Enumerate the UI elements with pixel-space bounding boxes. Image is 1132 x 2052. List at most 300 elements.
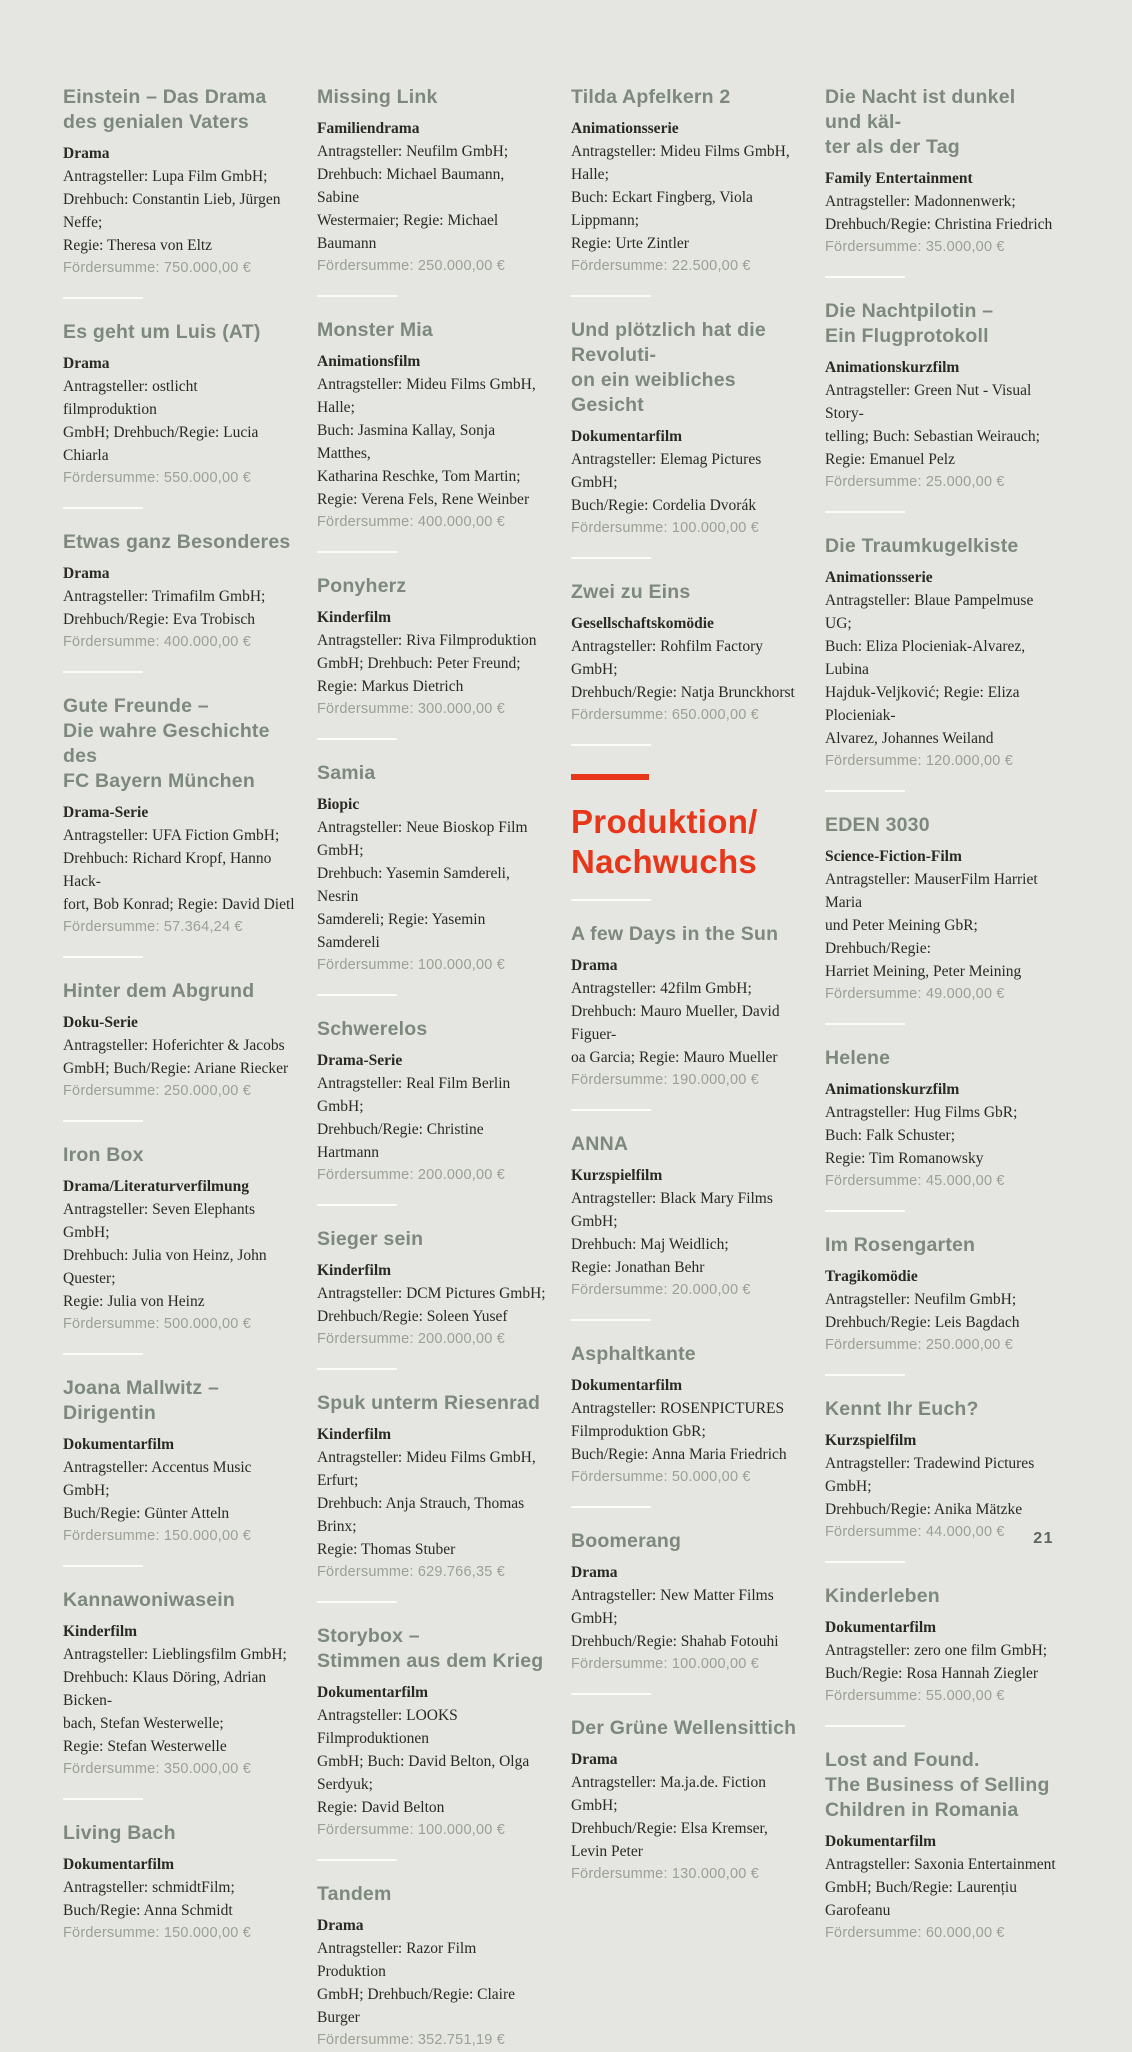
- entry-separator: [63, 671, 143, 673]
- entry-title-line: Sieger sein: [317, 1228, 424, 1250]
- entry-genre: Gesellschaftskomödie: [571, 615, 714, 632]
- entry-detail-line: Antragsteller: Neufilm GmbH;: [825, 1291, 1017, 1308]
- entry-title: [825, 1748, 1057, 1823]
- entry-title-line: Im Rosengarten: [825, 1234, 976, 1256]
- entry-title: [317, 318, 549, 343]
- entry-genre: Drama: [63, 145, 110, 162]
- funding-entry: [571, 318, 803, 540]
- entry-separator: [825, 1374, 905, 1376]
- entry-amount: [571, 1863, 803, 1886]
- section-rule: [571, 774, 649, 780]
- entry-title-line: ANNA: [571, 1133, 629, 1155]
- entry-amount: [317, 954, 549, 977]
- entry-detail-line: Samdereli; Regie: Yasemin Samdereli: [317, 911, 486, 951]
- funding-entry: [825, 1748, 1057, 1945]
- entry-genre: Kurzspielfilm: [825, 1432, 917, 1449]
- entry-genre: Drama-Serie: [317, 1052, 403, 1069]
- entry-detail-line: Antragsteller: DCM Pictures GmbH;: [317, 1285, 546, 1302]
- entry-detail-line: Drehbuch: Yasemin Samdereli, Nesrin: [317, 865, 510, 905]
- entry-details: [63, 1876, 295, 1922]
- entry-separator: [317, 295, 397, 297]
- entry-detail-line: Antragsteller: ostlicht filmproduktion: [63, 378, 198, 418]
- entry-separator: [63, 1353, 143, 1355]
- entry-details: [825, 589, 1057, 750]
- amount-value: 55.000,00 €: [921, 1688, 1005, 1704]
- amount-value: 629.766,35 €: [413, 1564, 505, 1580]
- funding-entry: [571, 580, 803, 727]
- entry-detail-line: Antragsteller: Seven Elephants GmbH;: [63, 1201, 255, 1241]
- amount-label: Fördersumme:: [317, 1564, 414, 1580]
- entry-title-line: The Business of Selling: [825, 1774, 1050, 1796]
- entry-separator: [317, 738, 397, 740]
- amount-value: 130.000,00 €: [667, 1866, 759, 1882]
- entry-title: [317, 1017, 549, 1042]
- entry-detail-line: GmbH; Buch: David Belton, Olga Serdyuk;: [317, 1753, 530, 1793]
- funding-entry: [317, 574, 549, 721]
- funding-entry: [317, 761, 549, 977]
- amount-label: Fördersumme:: [63, 1316, 160, 1332]
- entry-detail-line: Regie: Markus Dietrich: [317, 678, 464, 695]
- entry-title-line: Tilda Apfelkern 2: [571, 86, 731, 108]
- amount-value: 100.000,00 €: [413, 1822, 505, 1838]
- entry-title-line: Children in Romania: [825, 1799, 1019, 1821]
- column-3: [571, 85, 803, 2052]
- amount-value: 100.000,00 €: [413, 957, 505, 973]
- entry-detail-line: Antragsteller: Hoferichter & Jacobs: [63, 1037, 285, 1054]
- entry-details: [317, 373, 549, 511]
- entry-detail-line: Antragsteller: Razor Film Produktion: [317, 1940, 477, 1980]
- entry-details: [63, 1034, 295, 1080]
- entry-title-line: on ein weibliches Gesicht: [571, 369, 736, 416]
- amount-label: Fördersumme:: [317, 1331, 414, 1347]
- entry-genre: Tragikomödie: [825, 1268, 918, 1285]
- entry-separator: [571, 1319, 651, 1321]
- entry-detail-line: Antragsteller: Lupa Film GmbH;: [63, 168, 268, 185]
- entry-details: [571, 977, 803, 1069]
- entry-amount: [63, 1525, 295, 1548]
- entry-separator: [317, 1601, 397, 1603]
- entry-title-line: Etwas ganz Besonderes: [63, 531, 291, 553]
- entry-detail-line: Alvarez, Johannes Weiland: [825, 730, 994, 747]
- entry-title-line: Die Traumkugelkiste: [825, 535, 1019, 557]
- amount-value: 300.000,00 €: [413, 701, 505, 717]
- entry-detail-line: Regie: Emanuel Pelz: [825, 451, 955, 468]
- entry-title-line: Einstein – Das Drama: [63, 86, 267, 108]
- funding-entry: [63, 1376, 295, 1548]
- entry-amount: [571, 517, 803, 540]
- entry-detail-line: Regie: Tim Romanowsky: [825, 1150, 984, 1167]
- entry-amount: [825, 1170, 1057, 1193]
- entry-title-line: Hinter dem Abgrund: [63, 980, 255, 1002]
- entry-separator: [825, 790, 905, 792]
- amount-label: Fördersumme:: [825, 474, 922, 490]
- entry-title-line: Es geht um Luis (AT): [63, 321, 261, 343]
- funding-entry: [825, 85, 1057, 259]
- entry-detail-line: Antragsteller: Mideu Films GmbH, Halle;: [317, 376, 536, 416]
- section-heading-block: [571, 774, 803, 882]
- entry-detail-line: Drehbuch: Richard Kropf, Hanno Hack-: [63, 850, 272, 890]
- entry-title: [825, 1046, 1057, 1071]
- entry-title-line: Samia: [317, 762, 376, 784]
- entry-amount: [317, 1164, 549, 1187]
- entry-title-line: Kennt Ihr Euch?: [825, 1398, 979, 1420]
- entry-title: [571, 85, 803, 110]
- entry-genre: Drama-Serie: [63, 804, 149, 821]
- amount-label: Fördersumme:: [571, 1282, 668, 1298]
- amount-value: 250.000,00 €: [921, 1337, 1013, 1353]
- funding-entry: [317, 85, 549, 278]
- amount-label: Fördersumme:: [825, 753, 922, 769]
- amount-label: Fördersumme:: [571, 1866, 668, 1882]
- entry-title-line: Asphaltkante: [571, 1343, 696, 1365]
- entry-genre: Dokumentarfilm: [571, 1377, 683, 1394]
- entry-amount: [317, 1561, 549, 1584]
- entry-detail-line: GmbH; Buch/Regie: Laurențiu Garofeanu: [825, 1879, 1017, 1919]
- entry-detail-line: Drehbuch/Regie: Christina Friedrich: [825, 216, 1053, 233]
- entry-detail-line: GmbH; Drehbuch: Peter Freund;: [317, 655, 521, 672]
- entry-genre: Dokumentarfilm: [825, 1619, 937, 1636]
- entry-title-line: Ponyherz: [317, 575, 407, 597]
- entry-title-line: EDEN 3030: [825, 814, 930, 836]
- entry-details: [571, 1187, 803, 1279]
- entry-separator: [317, 551, 397, 553]
- amount-label: Fördersumme:: [63, 470, 160, 486]
- entry-details: [825, 1452, 1057, 1521]
- amount-label: Fördersumme:: [317, 1822, 414, 1838]
- amount-label: Fördersumme:: [63, 634, 160, 650]
- entry-genre: Drama: [571, 1751, 618, 1768]
- entry-separator: [317, 1368, 397, 1370]
- entry-details: [571, 1771, 803, 1863]
- entry-detail-line: GmbH; Buch/Regie: Ariane Riecker: [63, 1060, 289, 1077]
- amount-value: 45.000,00 €: [921, 1173, 1005, 1189]
- entry-separator: [63, 297, 143, 299]
- entry-detail-line: Drehbuch/Regie: Soleen Yusef: [317, 1308, 508, 1325]
- amount-label: Fördersumme:: [571, 1656, 668, 1672]
- entry-detail-line: Antragsteller: Elemag Pictures GmbH;: [571, 451, 762, 491]
- entry-details: [825, 1853, 1057, 1922]
- entry-detail-line: Regie: Jonathan Behr: [571, 1259, 705, 1276]
- entry-detail-line: Antragsteller: UFA Fiction GmbH;: [63, 827, 280, 844]
- entry-amount: [571, 255, 803, 278]
- entry-title-line: Iron Box: [63, 1144, 144, 1166]
- entry-detail-line: Antragsteller: Mideu Films GmbH, Halle;: [571, 143, 790, 183]
- entry-detail-line: Antragsteller: Rohfilm Factory GmbH;: [571, 638, 763, 678]
- entry-title: [825, 85, 1057, 160]
- entry-title-line: Die wahre Geschichte des: [63, 720, 270, 767]
- entry-title-line: Und plötzlich hat die Revoluti-: [571, 319, 766, 366]
- entry-detail-line: Drehbuch: Michael Baumann, Sabine: [317, 166, 505, 206]
- entry-detail-line: Drehbuch/Regie: Natja Brunckhorst: [571, 684, 795, 701]
- entry-details: [571, 448, 803, 517]
- entry-detail-line: Antragsteller: Accentus Music GmbH;: [63, 1459, 252, 1499]
- entry-details: [63, 1456, 295, 1525]
- entry-amount: [63, 631, 295, 654]
- amount-label: Fördersumme:: [63, 919, 160, 935]
- entry-details: [317, 816, 549, 954]
- amount-label: Fördersumme:: [825, 1173, 922, 1189]
- entry-detail-line: Harriet Meining, Peter Meining: [825, 963, 1022, 980]
- amount-value: 100.000,00 €: [667, 520, 759, 536]
- entry-separator: [571, 744, 651, 746]
- amount-label: Fördersumme:: [825, 1688, 922, 1704]
- entry-detail-line: oa Garcia; Regie: Mauro Mueller: [571, 1049, 778, 1066]
- amount-value: 44.000,00 €: [921, 1524, 1005, 1540]
- entry-detail-line: Regie: Thomas Stuber: [317, 1541, 456, 1558]
- amount-value: 750.000,00 €: [159, 260, 251, 276]
- entry-title-line: Zwei zu Eins: [571, 581, 691, 603]
- entry-detail-line: Regie: Theresa von Eltz: [63, 237, 213, 254]
- entry-separator: [825, 1023, 905, 1025]
- entry-detail-line: Drehbuch/Regie: Anika Mätzke: [825, 1501, 1023, 1518]
- entry-amount: [63, 467, 295, 490]
- entry-title: [825, 1397, 1057, 1422]
- entry-separator: [317, 994, 397, 996]
- entry-title-line: ter als der Tag: [825, 136, 960, 158]
- funding-entry: [317, 1227, 549, 1351]
- entry-title: [571, 1716, 803, 1741]
- amount-label: Fördersumme:: [825, 1524, 922, 1540]
- entry-title: [571, 1529, 803, 1554]
- amount-value: 20.000,00 €: [667, 1282, 751, 1298]
- entry-title: [825, 534, 1057, 559]
- entry-amount: [825, 471, 1057, 494]
- funding-entry: [317, 318, 549, 534]
- entry-title: [63, 979, 295, 1004]
- entry-amount: [825, 1521, 1057, 1544]
- entry-separator: [571, 1109, 651, 1111]
- funding-entry: [571, 1132, 803, 1302]
- entry-detail-line: Antragsteller: Neue Bioskop Film GmbH;: [317, 819, 528, 859]
- amount-label: Fördersumme:: [63, 1761, 160, 1777]
- entry-details: [825, 379, 1057, 471]
- amount-value: 500.000,00 €: [159, 1316, 251, 1332]
- entry-title-line: Die Nacht ist dunkel und käl-: [825, 86, 1016, 133]
- entry-title-line: Spuk unterm Riesenrad: [317, 1392, 541, 1414]
- amount-label: Fördersumme:: [571, 258, 668, 274]
- entry-title-line: Storybox –: [317, 1625, 420, 1647]
- entry-detail-line: Drehbuch: Constantin Lieb, Jürgen Neffe;: [63, 191, 281, 231]
- entry-details: [571, 1397, 803, 1466]
- amount-label: Fördersumme:: [571, 707, 668, 723]
- entry-detail-line: Westermaier; Regie: Michael Baumann: [317, 212, 499, 252]
- entry-amount: [571, 1069, 803, 1092]
- entry-detail-line: Antragsteller: Ma.ja.de. Fiction GmbH;: [571, 1774, 766, 1814]
- funding-entry: [63, 694, 295, 939]
- entry-genre: Biopic: [317, 796, 360, 813]
- entry-detail-line: Buch: Eckart Fingberg, Viola Lippmann;: [571, 189, 753, 229]
- entry-amount: [825, 236, 1057, 259]
- entry-amount: [317, 2029, 549, 2052]
- section-heading: [571, 802, 803, 882]
- entry-title-line: FC Bayern München: [63, 770, 255, 792]
- funding-entry: [825, 1397, 1057, 1544]
- entry-title: [317, 1882, 549, 1907]
- entry-title-line: Kinderleben: [825, 1585, 940, 1607]
- entry-genre: Drama: [571, 957, 618, 974]
- entry-amount: [63, 1080, 295, 1103]
- entry-title: [317, 1227, 549, 1252]
- entry-separator: [571, 1506, 651, 1508]
- entry-detail-line: Regie: Verena Fels, Rene Weinber: [317, 491, 530, 508]
- amount-label: Fördersumme:: [825, 1925, 922, 1941]
- amount-label: Fördersumme:: [571, 520, 668, 536]
- entry-title: [571, 318, 803, 418]
- amount-value: 400.000,00 €: [159, 634, 251, 650]
- entry-title: [63, 1376, 295, 1426]
- entry-separator: [63, 507, 143, 509]
- entry-detail-line: Antragsteller: Riva Filmproduktion: [317, 632, 537, 649]
- amount-value: 352.751,19 €: [413, 2032, 505, 2048]
- entry-amount: [63, 916, 295, 939]
- entry-details: [63, 165, 295, 257]
- entry-genre: Dokumentarfilm: [825, 1833, 937, 1850]
- entry-details: [63, 375, 295, 467]
- entry-amount: [63, 1758, 295, 1781]
- entry-separator: [825, 276, 905, 278]
- entry-amount: [63, 1313, 295, 1336]
- entry-separator: [317, 1859, 397, 1861]
- entry-amount: [317, 511, 549, 534]
- entry-genre: Dokumentarfilm: [317, 1684, 429, 1701]
- entry-detail-line: Drehbuch/Regie: Eva Trobisch: [63, 611, 256, 628]
- entry-genre: Science-Fiction-Film: [825, 848, 962, 865]
- entry-detail-line: Drehbuch: Maj Weidlich;: [571, 1236, 729, 1253]
- entry-amount: [317, 1819, 549, 1842]
- entry-title-line: Der Grüne Wellensittich: [571, 1717, 797, 1739]
- entry-detail-line: telling; Buch: Sebastian Weirauch;: [825, 428, 1040, 445]
- entry-title-line: Kannawoniwasein: [63, 1589, 236, 1611]
- entry-title: [63, 530, 295, 555]
- entry-title-line: Helene: [825, 1047, 891, 1069]
- amount-label: Fördersumme:: [571, 1469, 668, 1485]
- entry-detail-line: Filmproduktion GbR;: [571, 1423, 706, 1440]
- entry-detail-line: Drehbuch: Anja Strauch, Thomas Brinx;: [317, 1495, 525, 1535]
- entry-details: [317, 140, 549, 255]
- funding-entry: [571, 1716, 803, 1886]
- amount-value: 350.000,00 €: [159, 1761, 251, 1777]
- entry-title-line: des genialen Vaters: [63, 111, 249, 133]
- entry-amount: [571, 1653, 803, 1676]
- entry-detail-line: Antragsteller: Black Mary Films GmbH;: [571, 1190, 773, 1230]
- funding-entry: [317, 1391, 549, 1584]
- entry-genre: Drama/Literaturverfilmung: [63, 1178, 249, 1195]
- amount-label: Fördersumme:: [63, 1528, 160, 1544]
- entry-title: [63, 694, 295, 794]
- entry-amount: [825, 750, 1057, 773]
- entry-separator: [63, 1120, 143, 1122]
- entry-detail-line: Drehbuch/Regie: Leis Bagdach: [825, 1314, 1020, 1331]
- entry-title: [571, 1342, 803, 1367]
- entry-title: [63, 1588, 295, 1613]
- entry-detail-line: Katharina Reschke, Tom Martin;: [317, 468, 521, 485]
- entry-detail-line: Hajduk-Veljković; Regie: Eliza Plocieniak-: [825, 684, 1020, 724]
- entry-separator: [63, 1798, 143, 1800]
- entry-genre: Animationsserie: [571, 120, 679, 137]
- amount-label: Fördersumme:: [63, 1925, 160, 1941]
- entry-detail-line: Antragsteller: New Matter Films GmbH;: [571, 1587, 774, 1627]
- amount-label: Fördersumme:: [317, 701, 414, 717]
- entry-details: [571, 140, 803, 255]
- funding-entry: [571, 85, 803, 278]
- funding-entry: [825, 1046, 1057, 1193]
- entry-separator: [63, 956, 143, 958]
- entry-genre: Kinderfilm: [317, 1426, 392, 1443]
- entry-details: [571, 635, 803, 704]
- entry-title: [571, 922, 803, 947]
- entry-amount: [571, 704, 803, 727]
- entry-detail-line: Buch/Regie: Günter Atteln: [63, 1505, 230, 1522]
- entry-detail-line: Regie: David Belton: [317, 1799, 445, 1816]
- entry-title-line: Gute Freunde –: [63, 695, 209, 717]
- amount-label: Fördersumme:: [825, 986, 922, 1002]
- entry-detail-line: Antragsteller: Lieblingsfilm GmbH;: [63, 1646, 287, 1663]
- entry-title-line: Joana Mallwitz – Dirigentin: [63, 1377, 219, 1424]
- entry-amount: [317, 698, 549, 721]
- entry-detail-line: Antragsteller: Hug Films GbR;: [825, 1104, 1018, 1121]
- entry-details: [63, 1198, 295, 1313]
- amount-value: 250.000,00 €: [413, 258, 505, 274]
- entry-detail-line: GmbH; Drehbuch/Regie: Lucia Chiarla: [63, 424, 259, 464]
- entry-separator: [317, 1204, 397, 1206]
- column-4: [825, 85, 1057, 2052]
- entry-amount: [317, 1328, 549, 1351]
- entry-detail-line: Antragsteller: Neufilm GmbH;: [317, 143, 509, 160]
- amount-label: Fördersumme:: [317, 957, 414, 973]
- entry-details: [63, 824, 295, 916]
- entry-title: [825, 813, 1057, 838]
- entry-genre: Animationsfilm: [317, 353, 421, 370]
- entry-separator: [825, 511, 905, 513]
- amount-value: 190.000,00 €: [667, 1072, 759, 1088]
- entry-separator: [571, 1693, 651, 1695]
- amount-value: 650.000,00 €: [667, 707, 759, 723]
- entry-genre: Dokumentarfilm: [63, 1436, 175, 1453]
- entry-details: [63, 1643, 295, 1758]
- entry-detail-line: Regie: Julia von Heinz: [63, 1293, 205, 1310]
- section-heading-line: Produktion/: [571, 803, 758, 840]
- amount-value: 200.000,00 €: [413, 1167, 505, 1183]
- entry-detail-line: Drehbuch/Regie: Shahab Fotouhi: [571, 1633, 779, 1650]
- entry-detail-line: Antragsteller: Blaue Pampelmuse UG;: [825, 592, 1034, 632]
- entry-detail-line: Drehbuch/Regie: Christine Hartmann: [317, 1121, 484, 1161]
- entry-genre: Kurzspielfilm: [571, 1167, 663, 1184]
- entry-detail-line: Antragsteller: MauserFilm Harriet Maria: [825, 871, 1038, 911]
- entry-detail-line: Antragsteller: Saxonia Entertainment: [825, 1856, 1056, 1873]
- entry-details: [317, 1072, 549, 1164]
- entry-detail-line: Antragsteller: Green Nut - Visual Story-: [825, 382, 1032, 422]
- funding-entry: [63, 85, 295, 280]
- entry-details: [317, 1704, 549, 1819]
- entry-details: [317, 1937, 549, 2029]
- entry-genre: Drama: [317, 1917, 364, 1934]
- amount-label: Fördersumme:: [63, 1083, 160, 1099]
- page-number: 21: [1033, 1530, 1054, 1547]
- entry-genre: Dokumentarfilm: [571, 428, 683, 445]
- entry-title: [825, 1233, 1057, 1258]
- entry-title-line: Monster Mia: [317, 319, 433, 341]
- entry-title: [571, 1132, 803, 1157]
- entry-details: [317, 629, 549, 698]
- entry-detail-line: Antragsteller: Real Film Berlin GmbH;: [317, 1075, 511, 1115]
- entry-detail-line: Antragsteller: Madonnenwerk;: [825, 193, 1016, 210]
- column-2: [317, 85, 549, 2052]
- amount-label: Fördersumme:: [317, 258, 414, 274]
- entry-title: [63, 1821, 295, 1846]
- funding-entry: [825, 1584, 1057, 1708]
- entry-details: [825, 1288, 1057, 1334]
- entry-detail-line: Antragsteller: ROSENPICTURES: [571, 1400, 785, 1417]
